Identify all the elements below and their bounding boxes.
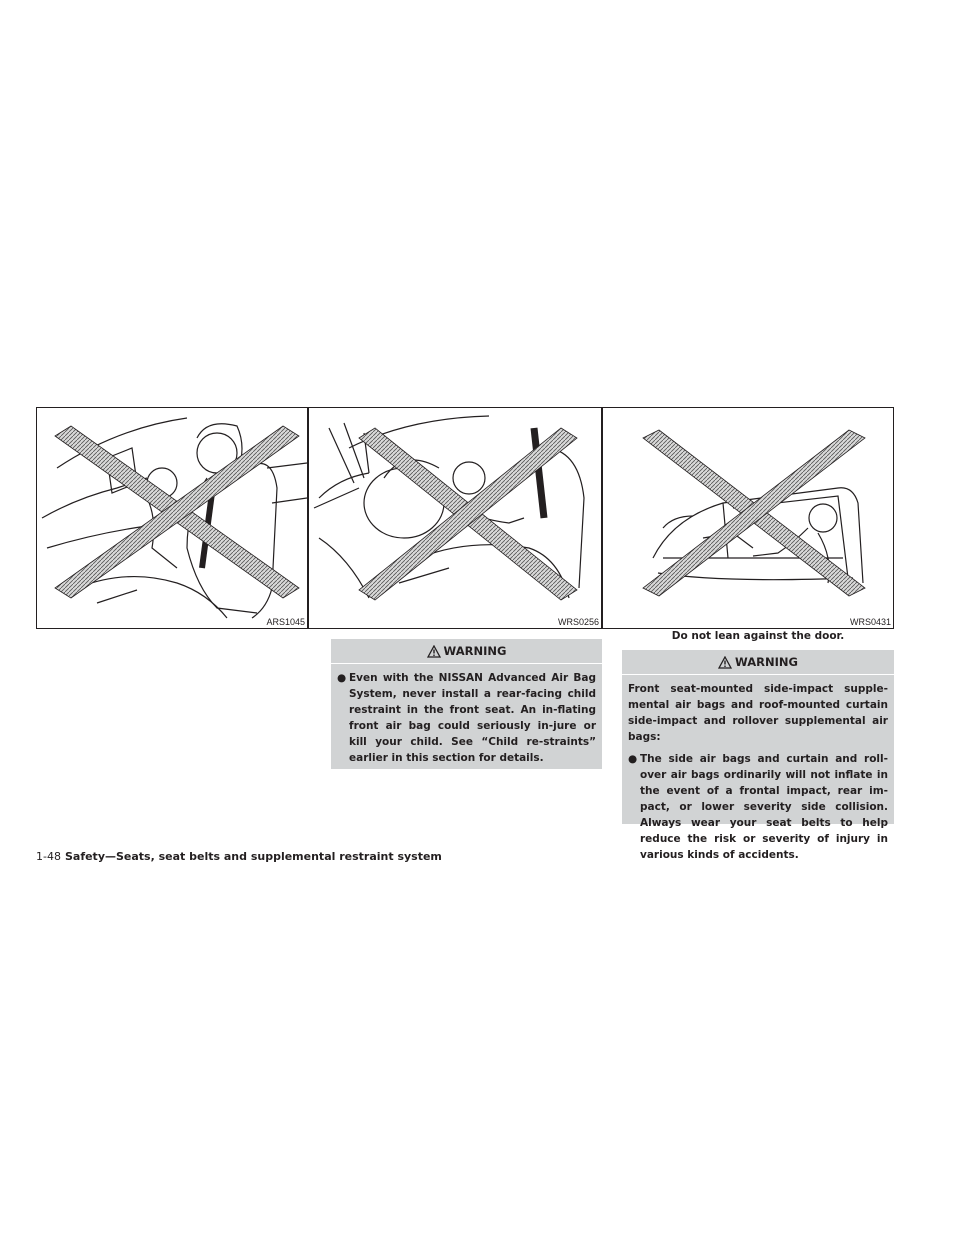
figure-lean-door — [602, 407, 894, 629]
warning-bullet — [337, 670, 596, 766]
warning-box-side-airbags — [622, 650, 894, 861]
illustration-occupant-leaning-door — [603, 408, 894, 629]
figure-rear-facing-airbag — [308, 407, 602, 629]
page-number: 1-48 — [36, 850, 61, 863]
warning-title: WARNING — [735, 655, 798, 669]
warning-bullet — [628, 751, 888, 863]
illustration-child-front-seat — [37, 408, 308, 629]
figure-code: WRS0256 — [557, 617, 599, 627]
figure-code: ARS1045 — [266, 617, 305, 627]
warning-text: The side air bags and curtain and roll-over air bags ordinarily will not inflate in the event of a frontal impact, rear im-pact, or lower severity side collision. Always wear your seat belts to help reduce the risk or severity of injury in various kinds of accidents. — [640, 753, 888, 861]
warning-intro: Front seat-mounted side-impact supple-mental air bags and roof-mounted curtain side-impact and rollover supplemental air bags: — [628, 683, 888, 743]
figure-child-seat-front — [36, 407, 308, 629]
warning-triangle-icon — [427, 645, 441, 658]
warning-text: Even with the NISSAN Advanced Air Bag System, never install a rear-facing child restraint in the front seat. An in-flating front air bag could seriously in-jure or kill your child. See “Child re-straints” earlier in this section for details. — [349, 672, 596, 764]
figure-code: WRS0431 — [849, 617, 891, 627]
bullet-icon: ● — [337, 672, 347, 684]
warning-triangle-icon — [718, 656, 732, 669]
bullet-icon: ● — [628, 753, 638, 765]
warning-box-child-restraint — [331, 639, 602, 769]
page-footer — [36, 850, 442, 863]
warning-header — [331, 639, 602, 664]
section-title: Safety—Seats, seat belts and supplemental restraint system — [64, 850, 442, 863]
warning-header — [622, 650, 894, 675]
warning-title: WARNING — [443, 644, 507, 658]
illustration-rear-facing-airbag — [309, 408, 602, 629]
figure-caption: Do not lean against the door. — [671, 630, 845, 642]
